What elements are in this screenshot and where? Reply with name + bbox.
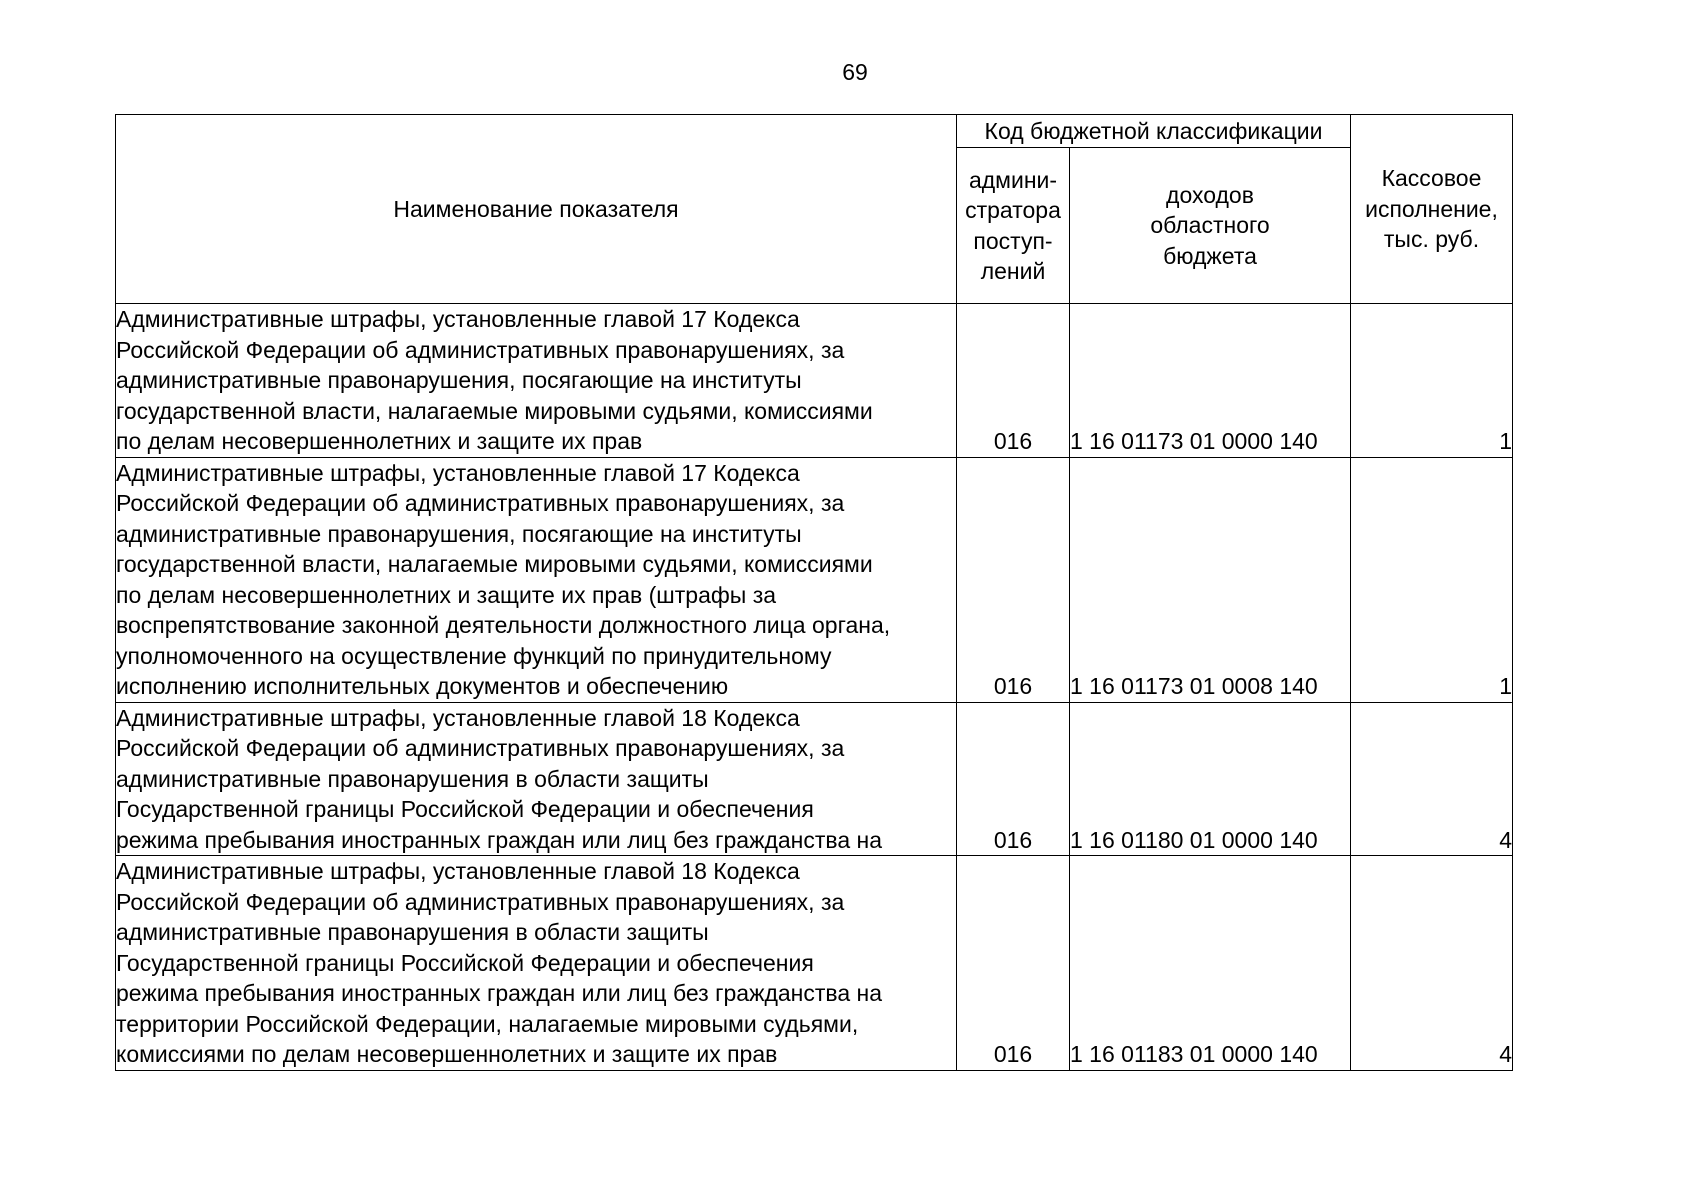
table-row (116, 457, 1513, 702)
header-cash-execution: Кассовое исполнение, тыс. руб. (1351, 115, 1513, 304)
row-revenue-code: 1 16 01180 01 0000 140 (1070, 702, 1351, 856)
header-revenue-code: доходов областного бюджета (1070, 148, 1351, 304)
row-amount: 4 (1351, 856, 1513, 1071)
table-body (116, 304, 1513, 1071)
row-administrator-code: 016 (957, 702, 1070, 856)
row-amount: 1 (1351, 457, 1513, 702)
row-amount: 1 (1351, 304, 1513, 458)
table-row (116, 304, 1513, 458)
budget-revenue-table (115, 114, 1513, 1071)
row-revenue-code: 1 16 01183 01 0000 140 (1070, 856, 1351, 1071)
row-indicator-name: Административные штрафы, установленные главой 17 Кодекса Российской Федерации об административных правонарушениях, за административные правонарушения, посягающие на институты государственной власти, налагаемые мировыми судьями, комиссиями по делам несовершеннолетних и защите их прав (116, 304, 957, 458)
row-revenue-code: 1 16 01173 01 0000 140 (1070, 304, 1351, 458)
row-indicator-name: Административные штрафы, установленные главой 18 Кодекса Российской Федерации об административных правонарушениях, за административные правонарушения в области защиты Государственной границы Российской Федерации и обеспечения режима пребывания иностранных граждан или лиц без гражданства на территории Российской Федерации, налагаемые мировыми судьями, комиссиями по делам несовершеннолетних и защите их прав (116, 856, 957, 1071)
row-amount: 4 (1351, 702, 1513, 856)
row-indicator-name: Административные штрафы, установленные главой 17 Кодекса Российской Федерации об административных правонарушениях, за административные правонарушения, посягающие на институты государственной власти, налагаемые мировыми судьями, комиссиями по делам несовершеннолетних и защите их прав (штрафы за воспрепятствование законной деятельности должностного лица органа, уполномоченного на осуществление функций по принудительному исполнению исполнительных документов и обеспечению (116, 457, 957, 702)
row-administrator-code: 016 (957, 304, 1070, 458)
table-header (116, 115, 1513, 304)
page-number: 69 (842, 59, 868, 85)
header-indicator-name: Наименование показателя (116, 115, 957, 304)
row-administrator-code: 016 (957, 856, 1070, 1071)
header-classification-code: Код бюджетной классификации (957, 115, 1351, 148)
table-row (116, 856, 1513, 1071)
header-administrator-code: админи- стратора поступ- лений (957, 148, 1070, 304)
row-indicator-name: Административные штрафы, установленные главой 18 Кодекса Российской Федерации об административных правонарушениях, за административные правонарушения в области защиты Государственной границы Российской Федерации и обеспечения режима пребывания иностранных граждан или лиц без гражданства на (116, 702, 957, 856)
table-row (116, 702, 1513, 856)
row-revenue-code: 1 16 01173 01 0008 140 (1070, 457, 1351, 702)
row-administrator-code: 016 (957, 457, 1070, 702)
